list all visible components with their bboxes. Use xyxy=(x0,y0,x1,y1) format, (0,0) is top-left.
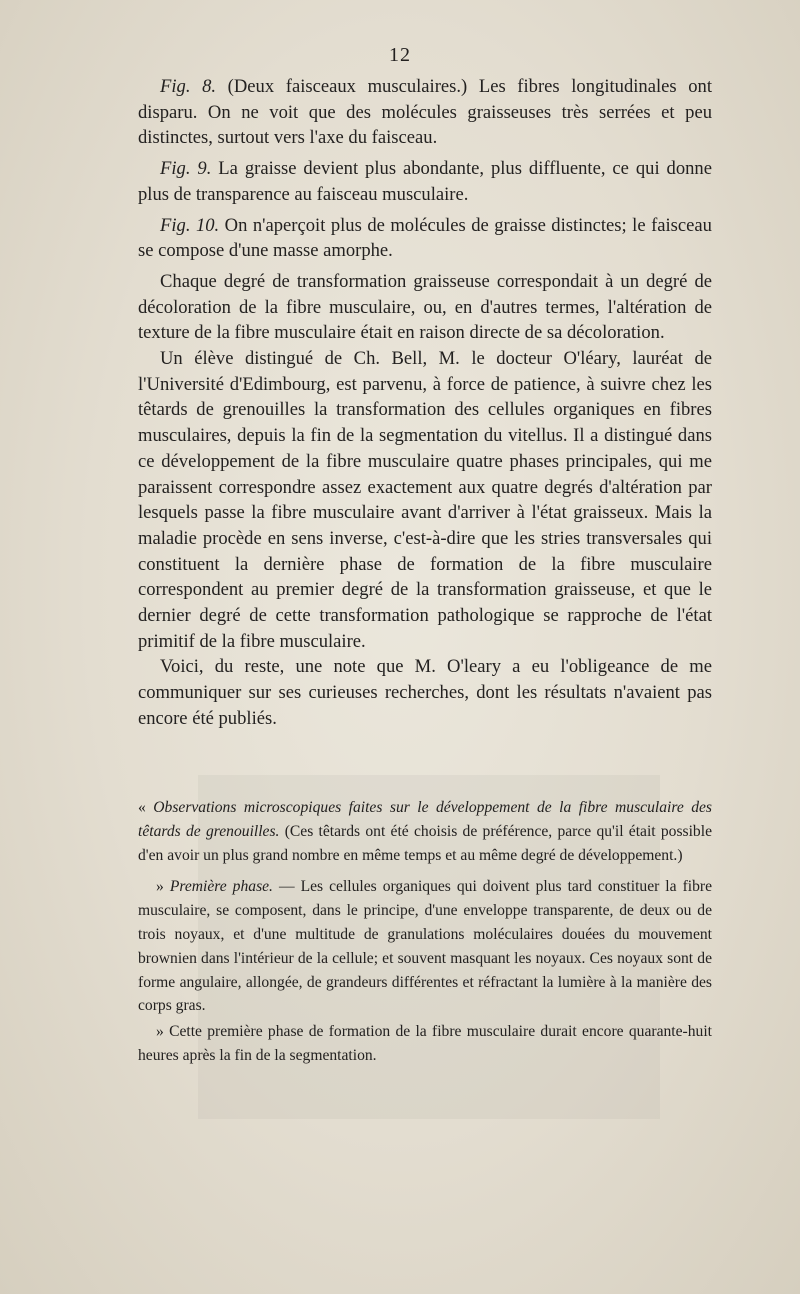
main-text xyxy=(138,74,712,732)
figure-10-label: Fig. 10. xyxy=(160,214,220,236)
figure-8-label: Fig. 8. xyxy=(160,76,217,97)
note-phase-mark: » xyxy=(156,878,170,896)
paragraph-oleary: Un élève distingué de Ch. Bell, M. le docteur O'léary, lauréat de l'Université d'Edimbourg, est parvenu, à force de patience, à suivre chez les têtards de grenouilles la transformation des cellules organiques en fibres musculaires, depuis la fin de la segmentation du vitellus. Il a distingué dans ce développement de la fibre musculaire quatre phases principales, qui me paraissent correspondre assez exactement aux quatre degrés d'altération par lesquels passe la fibre musculaire avant d'arriver à l'état graisseux. Mais la maladie procède en sens inverse, c'est-à-dire que les stries transversales qui constituent la dernière phase de formation de la fibre musculaire correspondent au premier degré de la transformation graisseuse, et que le dernier degré de cette transformation pathologique se rapproche de l'état primitif de la fibre musculaire. xyxy=(138,348,712,652)
figure-9-text: La graisse devient plus abondante, plus diffluente, ce qui donne plus de transparence au faisceau musculaire. xyxy=(138,158,712,205)
note-heading-detail: (Ces têtards ont été choisis de préférence, parce qu'il était possible d'en avoir un plus grand nombre en même temps et au même degré de développement.) xyxy=(138,822,712,864)
figure-8-text: (Deux faisceaux musculaires.) Les fibres longitudinales ont disparu. On ne voit que des molécules graisseuses très serrées et peu distinctes, surtout vers l'axe du faisceau. xyxy=(138,76,712,149)
figure-10-text: On n'aperçoit plus de molécules de graisse distinctes; le faisceau se compose d'une masse amorphe. xyxy=(138,214,712,262)
figure-9-caption xyxy=(138,156,712,207)
figure-10-caption xyxy=(138,213,712,264)
figure-8-caption xyxy=(138,74,712,151)
note-heading xyxy=(138,796,712,867)
note-heading-title: Observations microscopiques faites sur le développement de la fibre musculaire des têtards de grenouilles. xyxy=(138,799,712,840)
note-phase-title: Première phase. xyxy=(169,878,273,896)
paragraph-decoloration: Chaque degré de transformation graisseuse correspondait à un degré de décoloration de la fibre musculaire, ou, en d'autres termes, l'altération de texture de la fibre musculaire était en raison directe de sa décoloration. xyxy=(138,270,712,344)
quoted-note xyxy=(138,796,712,1068)
paragraph-note-intro: Voici, du reste, une note que M. O'leary a eu l'obligeance de me communiquer sur ses curieuses recherches, dont les résultats n'avaient pas encore été publiés. xyxy=(138,656,712,729)
note-phase-duration: » Cette première phase de formation de la fibre musculaire durait encore quarante-huit heures après la fin de la segmentation. xyxy=(138,1023,712,1064)
page-number: 12 xyxy=(389,44,411,66)
note-open-mark: « xyxy=(138,799,154,816)
figure-9-label: Fig. 9. xyxy=(160,158,212,180)
note-phase-dash: — xyxy=(272,878,301,896)
note-first-phase xyxy=(138,875,712,1018)
note-phase-text: Les cellules organiques qui doivent plus tard constituer la fibre musculaire, se composent, dans le principe, d'une enveloppe transparente, de deux ou de trois noyaux, et d'une multitude de granulations moléculaires douées du mouvement brownien dans l'intérieur de la cellule; et souvent masquant les noyaux. Ces noyaux sont de forme angulaire, allongée, de grandeurs différentes et réfractant la lumière à la manière des corps gras. xyxy=(138,878,713,1015)
